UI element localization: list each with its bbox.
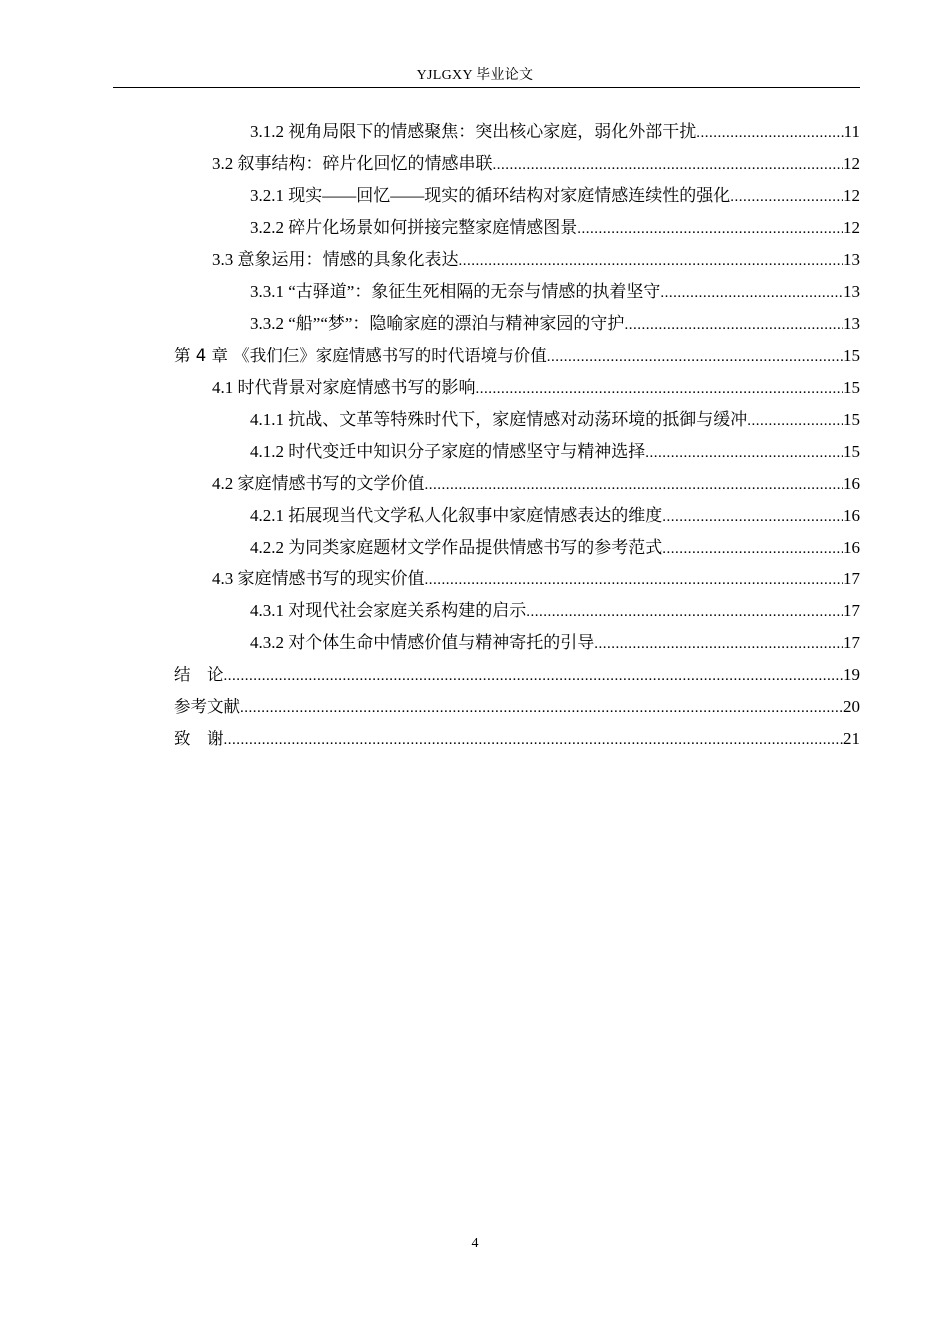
toc-entry-conclusion[interactable] bbox=[174, 663, 860, 687]
toc-entry[interactable] bbox=[250, 408, 860, 432]
toc-entry[interactable] bbox=[250, 184, 860, 208]
toc-leader-dots bbox=[730, 185, 843, 209]
toc-entry[interactable] bbox=[250, 312, 860, 336]
toc-entry-references[interactable] bbox=[174, 695, 860, 719]
toc-entry[interactable] bbox=[250, 599, 860, 623]
toc-entry-acknowledgements[interactable] bbox=[174, 727, 860, 751]
toc-entry-title: 4.3.1 对现代社会家庭关系构建的启示 bbox=[250, 601, 527, 620]
page-number: 4 bbox=[471, 1236, 479, 1251]
page-header: YJLGXY 毕业论文 bbox=[416, 68, 534, 83]
toc-entry-page: 16 bbox=[843, 506, 860, 525]
toc-entry-page: 15 bbox=[843, 410, 860, 429]
toc-leader-dots bbox=[645, 441, 843, 465]
toc-leader-dots bbox=[547, 345, 843, 369]
toc-entry-title: 4.1.2 时代变迁中知识分子家庭的情感坚守与精神选择 bbox=[250, 442, 646, 461]
toc-entry-title: 3.2.1 现实——回忆——现实的循环结构对家庭情感连续性的强化 bbox=[250, 186, 731, 205]
toc-entry-page: 17 bbox=[843, 601, 860, 620]
toc-entry-page: 13 bbox=[843, 250, 860, 269]
toc-entry-page: 12 bbox=[843, 154, 860, 173]
toc-entry[interactable] bbox=[250, 120, 860, 144]
toc-entry[interactable] bbox=[212, 248, 860, 272]
toc-entry[interactable] bbox=[212, 152, 860, 176]
toc-leader-dots bbox=[662, 505, 843, 529]
toc-leader-dots bbox=[240, 696, 843, 720]
toc-entry-page: 15 bbox=[843, 378, 860, 397]
toc-entry-chapter[interactable] bbox=[174, 344, 860, 368]
toc-entry-page: 20 bbox=[843, 697, 860, 716]
toc-entry-page: 15 bbox=[843, 442, 860, 461]
toc-entry[interactable] bbox=[250, 536, 860, 560]
toc-entry-page: 16 bbox=[843, 474, 860, 493]
toc-entry-page: 16 bbox=[843, 538, 860, 557]
toc-leader-dots bbox=[224, 728, 844, 752]
toc-entry[interactable] bbox=[250, 216, 860, 240]
toc-entry[interactable] bbox=[212, 567, 860, 591]
toc-entry-page: 13 bbox=[843, 282, 860, 301]
toc-leader-dots bbox=[425, 568, 844, 592]
toc-entry-title: 4.1.1 抗战、文革等特殊时代下，家庭情感对动荡环境的抵御与缓冲 bbox=[250, 410, 748, 429]
toc-entry-title: 3.1.2 视角局限下的情感聚焦：突出核心家庭，弱化外部干扰 bbox=[250, 122, 697, 141]
toc-entry[interactable] bbox=[250, 280, 860, 304]
toc-entry[interactable] bbox=[250, 504, 860, 528]
toc-entry-page: 13 bbox=[843, 314, 860, 333]
toc-leader-dots bbox=[224, 664, 844, 688]
toc-leader-dots bbox=[624, 313, 843, 337]
toc-entry-title: 第 4 章 《我们仨》家庭情感书写的时代语境与价值 bbox=[174, 346, 547, 365]
toc-entry-title: 4.1 时代背景对家庭情感书写的影响 bbox=[212, 378, 476, 397]
toc-entry[interactable] bbox=[250, 631, 860, 655]
toc-entry-title: 3.2 叙事结构：碎片化回忆的情感串联 bbox=[212, 154, 493, 173]
toc-leader-dots bbox=[425, 473, 844, 497]
toc-leader-dots bbox=[696, 121, 843, 145]
toc-entry-title: 3.2.2 碎片化场景如何拼接完整家庭情感图景 bbox=[250, 218, 578, 237]
toc-leader-dots bbox=[577, 217, 843, 241]
toc-entry-title: 3.3 意象运用：情感的具象化表达 bbox=[212, 250, 459, 269]
toc-entry[interactable] bbox=[212, 376, 860, 400]
toc-leader-dots bbox=[747, 409, 843, 433]
toc-entry-page: 11 bbox=[843, 122, 860, 141]
toc-entry-title: 3.3.2 “船”“梦”：隐喻家庭的漂泊与精神家园的守护 bbox=[250, 314, 625, 333]
toc-entry-title: 致 谢 bbox=[174, 729, 224, 748]
toc-leader-dots bbox=[476, 377, 844, 401]
toc-entry-title: 4.2 家庭情感书写的文学价值 bbox=[212, 474, 425, 493]
toc-entry-page: 17 bbox=[843, 633, 860, 652]
toc-leader-dots bbox=[493, 153, 844, 177]
toc-entry-title: 4.2.1 拓展现当代文学私人化叙事中家庭情感表达的维度 bbox=[250, 506, 663, 525]
toc-entry-page: 19 bbox=[843, 665, 860, 684]
toc-entry[interactable] bbox=[250, 440, 860, 464]
toc-entry-page: 12 bbox=[843, 218, 860, 237]
toc-leader-dots bbox=[594, 632, 843, 656]
toc-entry-page: 21 bbox=[843, 729, 860, 748]
toc-entry-title: 参考文献 bbox=[174, 697, 240, 716]
toc-entry-title: 4.3 家庭情感书写的现实价值 bbox=[212, 569, 425, 588]
toc-leader-dots bbox=[660, 281, 843, 305]
toc-leader-dots bbox=[459, 249, 844, 273]
toc-entry[interactable] bbox=[212, 472, 860, 496]
toc-leader-dots bbox=[662, 537, 843, 561]
toc-leader-dots bbox=[526, 600, 843, 624]
toc-entry-title: 3.3.1 “古驿道”：象征生死相隔的无奈与情感的执着坚守 bbox=[250, 282, 661, 301]
toc-entry-page: 17 bbox=[843, 569, 860, 588]
toc-entry-title: 4.2.2 为同类家庭题材文学作品提供情感书写的参考范式 bbox=[250, 538, 663, 557]
toc-entry-title: 结 论 bbox=[174, 665, 224, 684]
toc-entry-title: 4.3.2 对个体生命中情感价值与精神寄托的引导 bbox=[250, 633, 595, 652]
toc-entry-page: 15 bbox=[843, 346, 860, 365]
toc-entry-page: 12 bbox=[843, 186, 860, 205]
